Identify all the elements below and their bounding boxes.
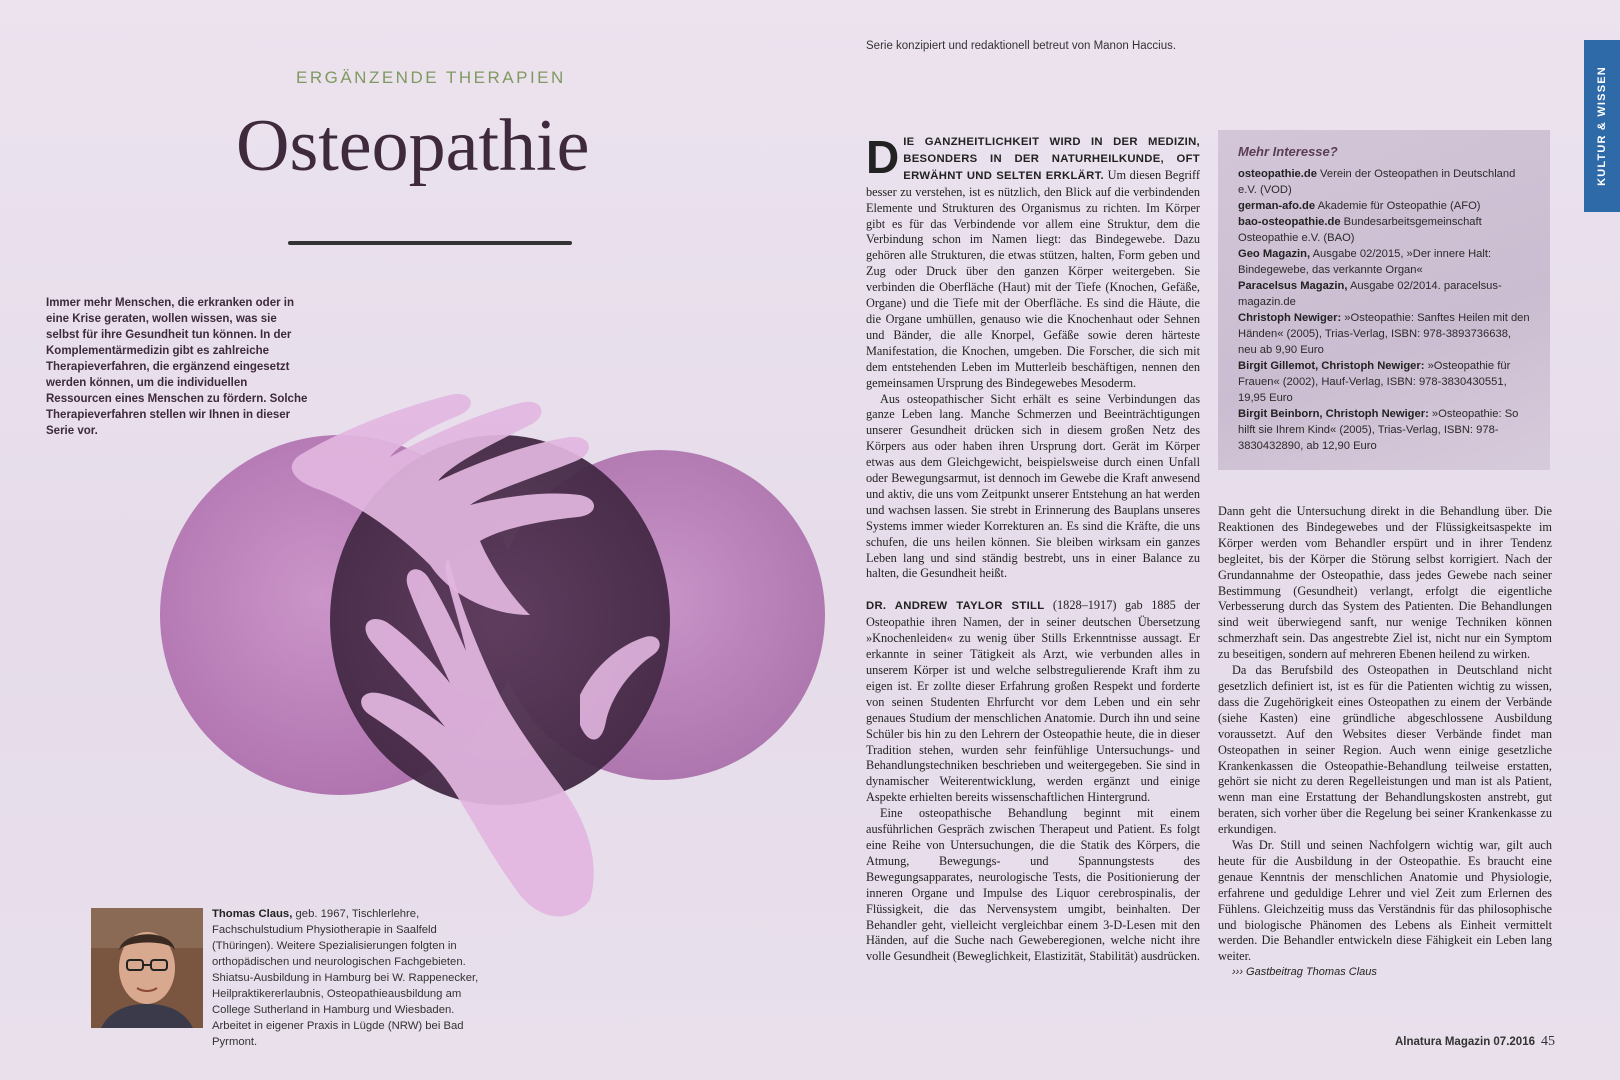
info-item-title: bao-osteopathie.de (1238, 216, 1341, 228)
info-item-text: »Osteopathie für Frauen« (2002), Hauf-Verlag, ISBN: 978-3830430551, 19,95 Euro (1238, 360, 1511, 404)
info-item-title: Paracelsus Magazin, (1238, 280, 1348, 292)
article-intro (866, 131, 1200, 392)
page-footer (1395, 1034, 1555, 1050)
drop-cap: D (866, 131, 900, 183)
info-item-text: Bundesarbeitsgemeinschaft Osteopathie e.V. (BAO) (1238, 216, 1482, 244)
info-box-item (1238, 214, 1532, 246)
page-number: 45 (1540, 1034, 1555, 1049)
series-credit: Serie konzipiert und redaktionell betreut von Manon Haccius. (866, 40, 1177, 52)
info-box-item (1238, 166, 1532, 198)
info-item-title: osteopathie.de (1238, 168, 1317, 180)
title-rule (288, 241, 572, 245)
info-box-item (1238, 198, 1532, 214)
info-item-text: Ausgabe 02/2015, »Der innere Halt: Bindegewebe, das verkannte Organ« (1238, 248, 1492, 276)
info-box-item (1238, 278, 1532, 310)
info-box-item (1238, 246, 1532, 278)
section-tab-label: KULTUR & WISSEN (1596, 66, 1608, 186)
info-item-title: Christoph Newiger: (1238, 312, 1342, 324)
section-tab (1584, 40, 1620, 212)
info-item-title: Geo Magazin, (1238, 248, 1311, 260)
paragraph-3 (866, 598, 1200, 806)
info-item-text: »Osteopathie: So hilft sie Ihrem Kind« (2005), Trias-Verlag, ISBN: 978-3830432890, ab 12,90 Euro (1238, 408, 1519, 452)
article-column-2 (1218, 504, 1552, 981)
paragraph-7: Was Dr. Still und seinen Nachfolgern wichtig war, gilt auch heute für die Ausbildung in der Osteopathie. Es braucht eine genaue Kenntnis der menschlichen Anatomie und Physiologie, erfahrene und geduldige Lehrer und viel Zeit zum Erlernen des Fühlens. Gleichzeitig muss das Verständnis für das philosophische und biologische Phänomen des Lebens als Einheit vermittelt werden. Die Behandler entwickeln diese Fähigkeit ein Leben lang weiter. (1218, 838, 1552, 964)
paragraph-2: Aus osteopathischer Sicht erhält es seine Verbindungen das ganze Leben lang. Manche Schmerzen und Beeinträchtigungen unserer Gesundheit drücken sich in diesem großen Netz des Körpers aus oder haben ihren Ursprung dort. Gerät im Körper etwas aus dem Gleichgewicht, beispielsweise durch einen Unfall oder Bewegungsarmut, ist dennoch im Gewebe die Kraft anwesend und aktiv, die uns vom Zeitpunkt unserer Entstehung an hat werden und wachsen lassen. Sie strebt in Erinnerung des Bauplans unseres Systems immer wieder Korrekturen an. Es sind die Kräfte, die uns schufen, die uns heilen können. Sie bleiben wirksam ein ganzes Leben lang und sind ständig bestrebt, uns in einer Balance zu halten, die Gesundheit heißt. (866, 391, 1200, 581)
paragraph-6: Da das Berufsbild des Osteopathen in Deutschland nicht gesetzlich definiert ist, ist es für die Patienten wichtig zu wissen, dass die Zugehörigkeit eines Osteopathen zu einem der Verbände (siehe Kasten) eine gründliche abgeschlossene Ausbildung voraussetzt. Auf den Websites dieser Verbände findet man Osteopathen in seiner Region. Auch wenn einige gesetzliche Krankenkassen die Osteopathie-Behandlung teilweise erstatten, gehört sie nicht zu deren Regelleistungen und man ist als Patient, wenn man eine Erstattung der Behandlungskosten anstrebt, gut beraten, sich vorher über die Regelung bei seiner Krankenkasse zu erkundigen. (1218, 663, 1552, 837)
paragraph-5: Dann geht die Untersuchung direkt in die Behandlung über. Die Reaktionen des Bindegewebes und der Flüssigkeitsaspekte im Körper werden vom Behandler erspürt und in ihrer Tendenz begleitet, bis der Körper die Störung selbst korrigiert. Nach der Grundannahme der Osteopathie, dass jedes Gewebe nach seiner Bestimmung (Gesundheit) verlangt, erfolgt die eigentliche Verbesserung durch das System des Patienten. Die Behandlungen sind weit überwiegend sanft, nur wenige Techniken können schmerzhaft sein. Das angestrebte Ziel ist, nicht nur ein Symptom zu beseitigen, sondern auf mehreren Ebenen heilend zu wirken. (1218, 504, 1552, 662)
paragraph-3-text: (1828–1917) gab 1885 der Osteopathie ihren Namen, der in seiner deutschen Übersetzung »Knochenleiden« zu wenig über Stills Erkenntnisse aussagt. Er erkannte in seiner Tätigkeit als Arzt, wie verbunden alles in unserem Körper ist und welche selbstregulierende Kraft ihm zu eigen ist. Er zollte dieser Erfahrung großen Respekt und forderte von seinen Studenten Ehrfurcht vor dem Leben und ein sehr genaues Studium der menschlichen Anatomie. Durch ihn und seine Schüler bis hin zu den Lehrern der Osteopathie heute, die in dieser Tradition stehen, wurden sehr feinfühlige Untersuchungs- und Behandlungstechniken beschrieben und weitergegeben. Sie sind in dynamischer Weiterentwicklung, werden ergänzt und einige Aspekte erhielten bereits wissenschaftlichen Hintergrund. (866, 598, 1201, 805)
page-title: Osteopathie (236, 105, 590, 187)
still-name: DR. ANDREW TAYLOR STILL (866, 600, 1045, 613)
info-box-item (1238, 310, 1532, 358)
author-name: Thomas Claus, (212, 908, 293, 920)
info-item-text: Ausgabe 02/2014. paracelsus-magazin.de (1238, 280, 1502, 308)
info-box-item (1238, 358, 1532, 406)
article-column-1 (866, 131, 1201, 965)
info-box-item (1238, 406, 1532, 454)
info-box-heading: Mehr Interesse? (1238, 144, 1338, 159)
paragraph-4: Eine osteopathische Behandlung beginnt mit einem ausführlichen Gespräch zwischen Therapeut und Patient. Es folgt eine Reihe von Untersuchungen, die die Statik des Körpers, die Atmung, Bewegungs- und Spannungstests des Bewegungsapparates, neurologische Tests, die Positionierung der inneren Organe und Impulse des Liquor cerebrospinalis, der Flüssigkeit, die das Nervensystem umgibt, beinhalten. Der Behandler geht, vielleicht vergleichbar einem 3-D-Lesen mit den Händen, auf die Suche nach Geweberegionen, welche nicht ihre volle Gesundheit (Beweglichkeit, Elastizität, Stabilität) ausdrücken. (866, 806, 1200, 964)
hands-illustration (150, 365, 840, 925)
info-item-text: Verein der Osteopathen in Deutschland e.V. (VOD) (1238, 168, 1516, 196)
info-item-text: »Osteopathie: Sanftes Heilen mit den Händen« (2005), Trias-Verlag, ISBN: 978-3893736638, neu ab 9,90 Euro (1238, 312, 1530, 356)
info-item-title: Birgit Beinborn, Christoph Newiger: (1238, 408, 1429, 420)
magazine-issue: Magazin 07.2016 (1441, 1036, 1535, 1048)
author-photo (91, 908, 203, 1028)
lead-paragraph: Immer mehr Menschen, die erkranken oder in eine Krise geraten, wollen wissen, was sie selbst für ihre Gesundheit tun können. In der Komplementärmedizin gibt es zahlreiche Therapieverfahren, die ergänzend eingesetzt werden können, um die individuellen Ressourcen eines Menschen zu fördern. Solche Therapieverfahren stellen wir Ihnen in dieser Serie vor. (46, 297, 308, 437)
info-item-title: german-afo.de (1238, 200, 1316, 212)
info-box (1218, 130, 1550, 470)
intro-caps: IE GANZHEITLICHKEIT WIRD IN DER MEDIZIN, BESONDERS IN DER NATURHEILKUNDE, OFT ERWÄHNT UND SELTEN ERKLÄRT. (903, 136, 1200, 182)
info-item-title: Birgit Gillemot, Christoph Newiger: (1238, 360, 1425, 372)
paragraph-1: Um diesen Begriff besser zu verstehen, ist es nützlich, den Blick auf die verbindenden Elemente und Strukturen des Organismus zu richten. Im Körper gibt es für das Verbindende vor allem eine Struktur, dem die Verbindung schon im Namen liegt: das Bindegewebe. Dazu gehören alle Strukturen, die etwas stützen, halten, Form geben und Zug oder Druck über den ganzen Körper weitergeben. Sie verbinden die Oberfläche (Haut) mit der Tiefe (Knochen, Gefäße, Organe) und die Tiefe mit der Oberfläche. Es sind die Häute, die die Organe umhüllen, genauso wie die Knochenhaut oder Sehnen und Bänder, die alle Knorpel, Gefäße sowie deren härteste Manifestation, die Knochen, umgeben. Die Forscher, die sich mit dem entstehenden Leben im Mutterleib beschäftigen, nennen den gemeinsamen Ursprung des Bindegewebes Mesoderm. (866, 167, 1200, 390)
author-bio-text: geb. 1967, Tischlerlehre, Fachschulstudium Physiotherapie in Saalfeld (Thüringen). Weitere Spezialisierungen folgten in orthopädischen und neurologischen Fachgebieten. Shiatsu-Ausbildung in Hamburg bei W. Rappenecker, Heilpraktikererlaubnis, Osteopathieausbildung am College Sutherland in Hamburg und Wiesbaden. Arbeitet in eigener Praxis in Lügde (NRW) bei Bad Pyrmont. (212, 908, 479, 1048)
magazine-name: Alnatura (1395, 1036, 1442, 1048)
article-signature: ››› Gastbeitrag Thomas Claus (1232, 966, 1377, 979)
section-kicker: ERGÄNZENDE THERAPIEN (296, 68, 566, 87)
info-item-text: Akademie für Osteopathie (AFO) (1315, 200, 1481, 212)
author-bio (212, 906, 494, 1050)
